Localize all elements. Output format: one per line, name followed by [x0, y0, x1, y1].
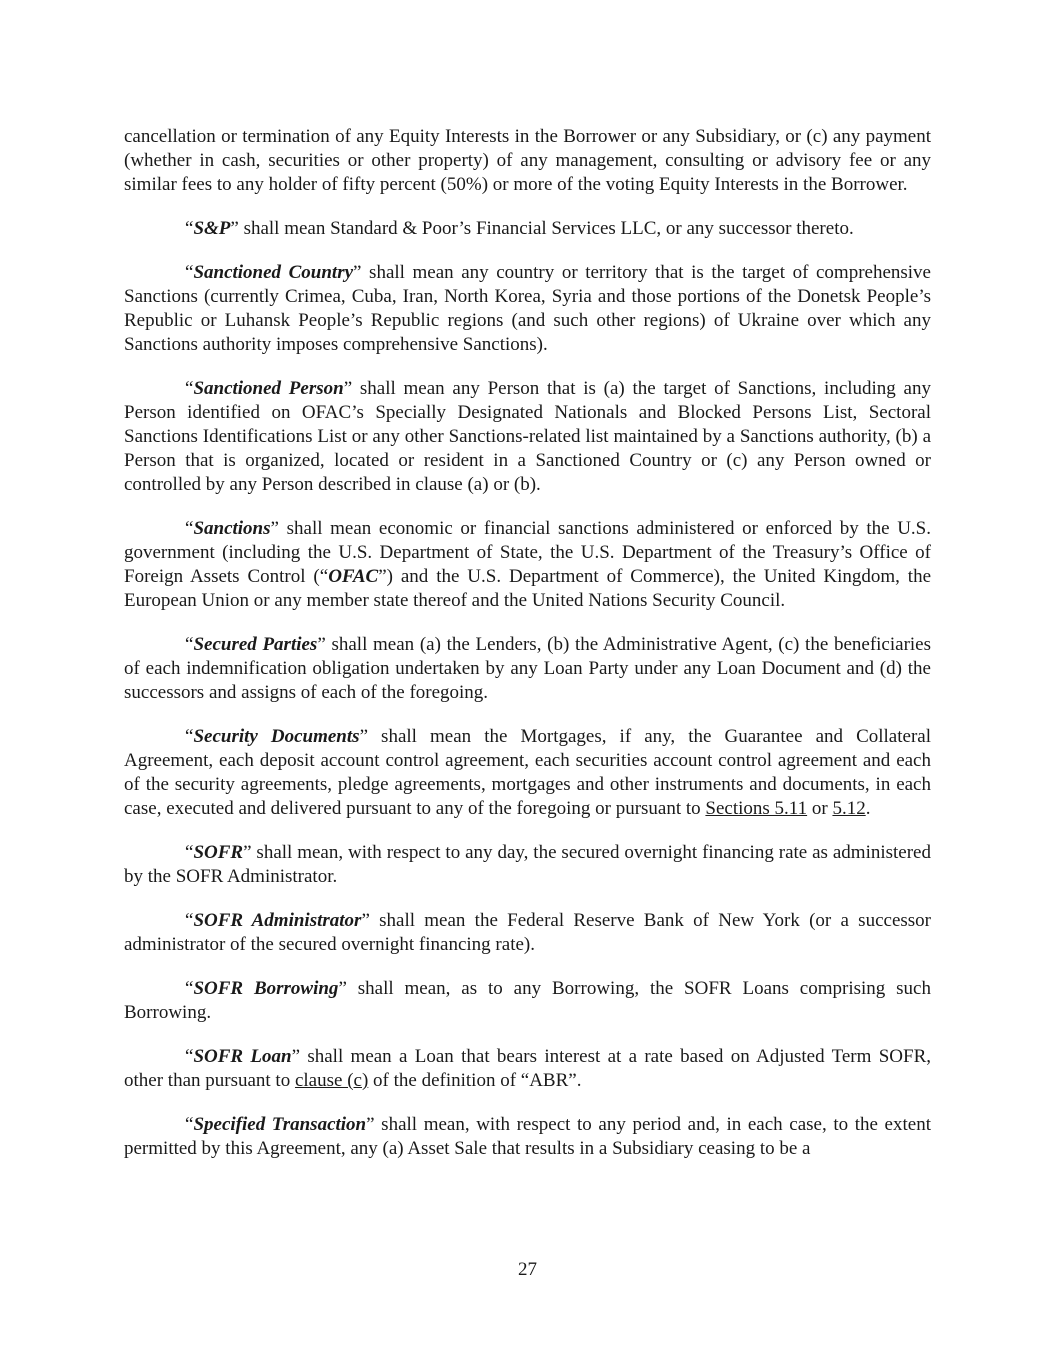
definition-text: .	[865, 798, 871, 819]
open-quote: “	[185, 218, 194, 239]
defined-term-sofr-borrowing: SOFR Borrowing	[193, 978, 339, 999]
defined-term-sanctioned-person: Sanctioned Person	[193, 378, 344, 399]
close-quote: ”	[343, 378, 353, 399]
close-quote: ”	[317, 634, 326, 655]
definition-sanctioned-country	[124, 261, 931, 357]
continuation-text: cancellation or termination of any Equity Interests in the Borrower or any Subsidiary, or (c) any payment (whether in cash, securities or other property) of any management, consulting or advisory fee or any similar fees to any holder of fifty percent (50%) or more of the voting Equity Interests in the Borrower.	[124, 126, 931, 195]
document-body	[124, 125, 931, 1181]
open-quote: “	[185, 518, 194, 539]
definition-sofr-loan	[124, 1045, 931, 1093]
definition-sanctioned-person	[124, 377, 931, 497]
close-quote: ”	[361, 910, 370, 931]
defined-term-sofr: SOFR	[193, 842, 244, 863]
continuation-paragraph	[124, 125, 931, 197]
defined-term-sofr-administrator: SOFR Administrator	[193, 910, 362, 931]
cross-reference-5-12[interactable]: 5.12	[832, 798, 866, 819]
definition-text: shall mean any country or territory that is the target of comprehensive Sanctions (currently Crimea, Cuba, Iran, North Korea, Syria and those portions of the Donetsk People’s Republic or Luhansk People’s Republic regions (and such other regions) of Ukraine over which any Sanctions authority imposes comprehensive Sanctions).	[124, 262, 931, 355]
defined-term-sanctions: Sanctions	[193, 518, 271, 539]
defined-term-sofr-loan: SOFR Loan	[193, 1046, 292, 1067]
close-quote: ”	[270, 518, 279, 539]
definition-text: ”) and the U.S. Department of Commerce), the United Kingdom, the European Union or any member state thereof and the United Nations Security Council.	[124, 566, 931, 611]
open-quote: “	[185, 1046, 194, 1067]
definition-text: of the definition of “ABR”.	[368, 1070, 582, 1091]
definition-text: or	[807, 798, 833, 819]
close-quote: ”	[353, 262, 362, 283]
defined-term-sp: S&P	[193, 218, 231, 239]
close-quote: ”	[359, 726, 368, 747]
definition-security-documents	[124, 725, 931, 821]
open-quote: “	[185, 262, 194, 283]
definition-sp	[124, 217, 931, 241]
defined-term-sanctioned-country: Sanctioned Country	[193, 262, 354, 283]
definition-text: shall mean, as to any Borrowing, the SOFR Loans comprising such Borrowing.	[124, 978, 931, 1023]
open-quote: “	[185, 634, 194, 655]
defined-term-secured-parties: Secured Parties	[193, 634, 318, 655]
close-quote: ”	[366, 1114, 375, 1135]
close-quote: ”	[291, 1046, 301, 1067]
cross-reference-sections-5-11[interactable]: Sections 5.11	[705, 798, 808, 819]
definition-text: shall mean Standard & Poor’s Financial Services LLC, or any successor thereto.	[238, 218, 854, 239]
definition-text: shall mean, with respect to any day, the secured overnight financing rate as administered by the SOFR Administrator.	[124, 842, 931, 887]
close-quote: ”	[338, 978, 347, 999]
open-quote: “	[185, 842, 194, 863]
open-quote: “	[185, 978, 194, 999]
definition-text: shall mean a Loan that bears interest at a rate based on Adjusted Term SOFR, other than pursuant to	[124, 1046, 931, 1091]
defined-term-specified-transaction: Specified Transaction	[193, 1114, 367, 1135]
definition-sofr	[124, 841, 931, 889]
definition-secured-parties	[124, 633, 931, 705]
open-quote: “	[185, 726, 194, 747]
close-quote: ”	[243, 842, 252, 863]
open-quote: “	[185, 378, 194, 399]
open-quote: “	[185, 1114, 194, 1135]
definition-text: shall mean (a) the Lenders, (b) the Administrative Agent, (c) the beneficiaries of each indemnification obligation undertaken by any Loan Party under any Loan Document and (d) the successors and assigns of each of the foregoing.	[124, 634, 932, 703]
definition-specified-transaction	[124, 1113, 931, 1161]
definition-sanctions	[124, 517, 931, 613]
close-quote: ”	[230, 218, 239, 239]
page-number: 27	[518, 1259, 537, 1280]
definition-sofr-administrator	[124, 909, 931, 957]
definition-text: shall mean economic or financial sanctions administered or enforced by the U.S. government (including the U.S. Department of State, the U.S. Department of the Treasury’s Office of Foreign Assets Control (“	[124, 518, 931, 587]
definition-sofr-borrowing	[124, 977, 931, 1025]
open-quote: “	[185, 910, 194, 931]
definition-text: shall mean the Federal Reserve Bank of New York (or a successor administrator of the secured overnight financing rate).	[124, 910, 931, 955]
definition-text: shall mean any Person that is (a) the target of Sanctions, including any Person identified on OFAC’s Specially Designated Nationals and Blocked Persons List, Sectoral Sanctions Identifications List or any other Sanctions-related list maintained by a Sanctions authority, (b) a Person that is organized, located or resident in a Sanctioned Country or (c) any Person owned or controlled by any Person described in clause (a) or (b).	[124, 378, 931, 495]
cross-reference-clause-c[interactable]: clause (c)	[294, 1070, 369, 1091]
definition-text: shall mean, with respect to any period and, in each case, to the extent permitted by this Agreement, any (a) Asset Sale that results in a Subsidiary ceasing to be a	[124, 1114, 931, 1159]
defined-term-security-documents: Security Documents	[193, 726, 360, 747]
definition-text: shall mean the Mortgages, if any, the Guarantee and Collateral Agreement, each deposit account control agreement, each securities account control agreement and each of the security agreements, pledge agreements, mortgages and other instruments and documents, in each case, executed and delivered pursuant to any of the foregoing or pursuant to	[124, 726, 931, 819]
defined-term-ofac: OFAC	[328, 566, 379, 587]
